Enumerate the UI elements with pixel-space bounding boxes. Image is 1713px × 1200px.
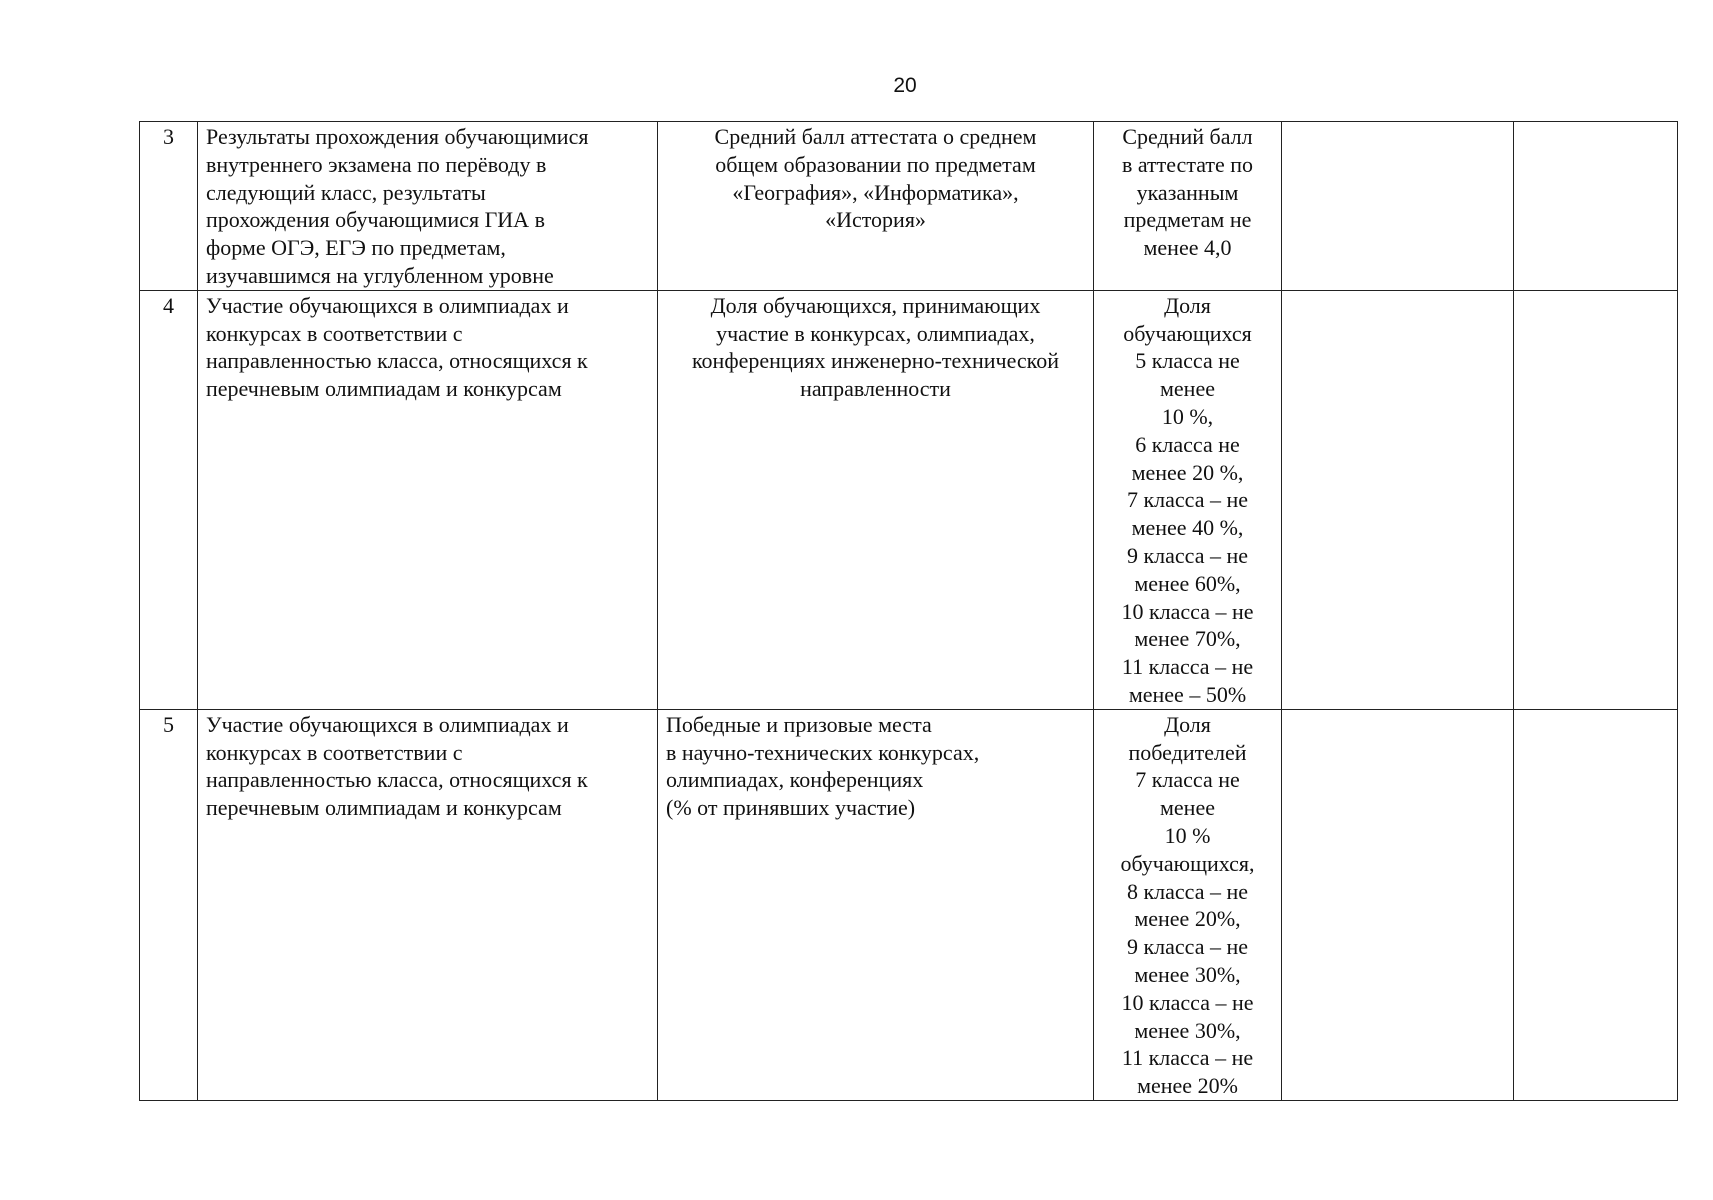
criterion-line: менее 30%, [1134, 1017, 1241, 1043]
indicator-line: Средний балл аттестата о среднем [714, 124, 1037, 149]
criterion-line: менее 20%, [1134, 906, 1241, 932]
criterion-line: менее 4,0 [1143, 235, 1232, 261]
criterion-line: 10 класса – не [1121, 989, 1254, 1015]
indicator-line: направленности [800, 376, 951, 402]
description-line: следующий класс, результаты [206, 179, 486, 205]
criterion-line: 11 класса – не [1121, 654, 1254, 680]
criterion-line: менее – 50% [1128, 681, 1247, 707]
criterion-line: 9 класса – не [1126, 934, 1249, 960]
indicator-cell [658, 709, 1094, 1100]
criterion-line: 7 класса не [1135, 767, 1240, 793]
description-line: конкурсах в соответствии с [206, 320, 463, 346]
description-line: Результаты прохождения обучающимися [206, 124, 589, 149]
criterion-line: предметам не [1123, 207, 1252, 233]
empty-cell [1282, 122, 1514, 291]
table-row [140, 122, 1678, 291]
criterion-line: менее 20% [1137, 1073, 1238, 1099]
indicator-line: Доля обучающихся, принимающих [710, 292, 1041, 318]
indicator-line: «История» [825, 207, 926, 233]
criterion-line: Средний балл [1122, 124, 1253, 149]
table-row [140, 290, 1678, 709]
criterion-line: 7 класса – не [1126, 487, 1249, 513]
description-line: изучавшимся на углубленном уровне [206, 262, 554, 288]
description-line: направленностью класса, относящихся к [206, 767, 588, 793]
description-cell [198, 122, 658, 291]
criterion-line: менее 20 %, [1131, 459, 1244, 485]
indicator-line: общем образовании по предметам [715, 151, 1036, 177]
indicator-line: Победные и призовые места [666, 711, 932, 737]
criterion-cell [1094, 122, 1282, 291]
row-number-cell [140, 122, 198, 291]
criterion-line: 5 класса не [1135, 348, 1240, 374]
description-line: перечневым олимпиадам и конкурсам [206, 795, 562, 821]
criterion-line: 10 класса – не [1121, 598, 1254, 624]
criterion-line: менее 60%, [1134, 570, 1241, 596]
criterion-line: 11 класса – не [1121, 1045, 1254, 1071]
criterion-line: менее 70%, [1134, 626, 1241, 652]
indicator-line: (% от принявших участие) [666, 795, 916, 821]
criterion-line: 8 класса – не [1126, 878, 1249, 904]
criterion-line: менее 40 %, [1131, 515, 1244, 541]
row-number-cell [140, 290, 198, 709]
criterion-line: 9 класса – не [1126, 542, 1249, 568]
description-line: прохождения обучающимися ГИА в [206, 207, 545, 233]
page-number: 20 [893, 74, 917, 97]
description-line: перечневым олимпиадам и конкурсам [206, 376, 562, 402]
criterion-line: Доля [1164, 711, 1211, 737]
criterion-line: обучающихся [1123, 320, 1252, 346]
criterion-line: 10 % [1164, 822, 1211, 848]
criterion-line: менее [1160, 795, 1215, 821]
criterion-line: победителей [1128, 739, 1247, 765]
description-cell [198, 709, 658, 1100]
criterion-line: 10 %, [1161, 403, 1214, 429]
criterion-cell [1094, 709, 1282, 1100]
criterion-line: указанным [1136, 179, 1239, 205]
criterion-line: Доля [1164, 292, 1211, 318]
indicator-line: «География», «Информатика», [732, 179, 1019, 205]
indicator-cell [658, 290, 1094, 709]
criterion-line: менее 30%, [1134, 961, 1241, 987]
description-line: внутреннего экзамена по перёводу в [206, 151, 547, 177]
description-cell [198, 290, 658, 709]
criterion-line: 6 класса не [1135, 431, 1240, 457]
indicator-line: в научно-технических конкурсах, [666, 739, 980, 765]
empty-cell [1514, 122, 1678, 291]
description-line: Участие обучающихся в олимпиадах и [206, 292, 569, 318]
criterion-line: в аттестате по [1121, 151, 1254, 177]
row-number: 4 [163, 292, 174, 318]
description-line: Участие обучающихся в олимпиадах и [206, 711, 569, 737]
description-line: конкурсах в соответствии с [206, 739, 463, 765]
indicator-line: участие в конкурсах, олимпиадах, [716, 320, 1035, 346]
empty-cell [1514, 290, 1678, 709]
empty-cell [1282, 709, 1514, 1100]
description-line: форме ОГЭ, ЕГЭ по предметам, [206, 235, 506, 261]
row-number: 5 [163, 711, 174, 737]
indicator-line: олимпиадах, конференциях [666, 767, 924, 793]
row-number: 3 [163, 124, 174, 149]
indicator-cell [658, 122, 1094, 291]
empty-cell [1282, 290, 1514, 709]
table-row [140, 709, 1678, 1100]
criterion-line: менее [1160, 376, 1215, 402]
criterion-line: обучающихся, [1120, 850, 1255, 876]
criterion-cell [1094, 290, 1282, 709]
criteria-table [139, 121, 1678, 1101]
indicator-line: конференциях инженерно-технической [691, 348, 1060, 374]
description-line: направленностью класса, относящихся к [206, 348, 588, 374]
row-number-cell [140, 709, 198, 1100]
empty-cell [1514, 709, 1678, 1100]
